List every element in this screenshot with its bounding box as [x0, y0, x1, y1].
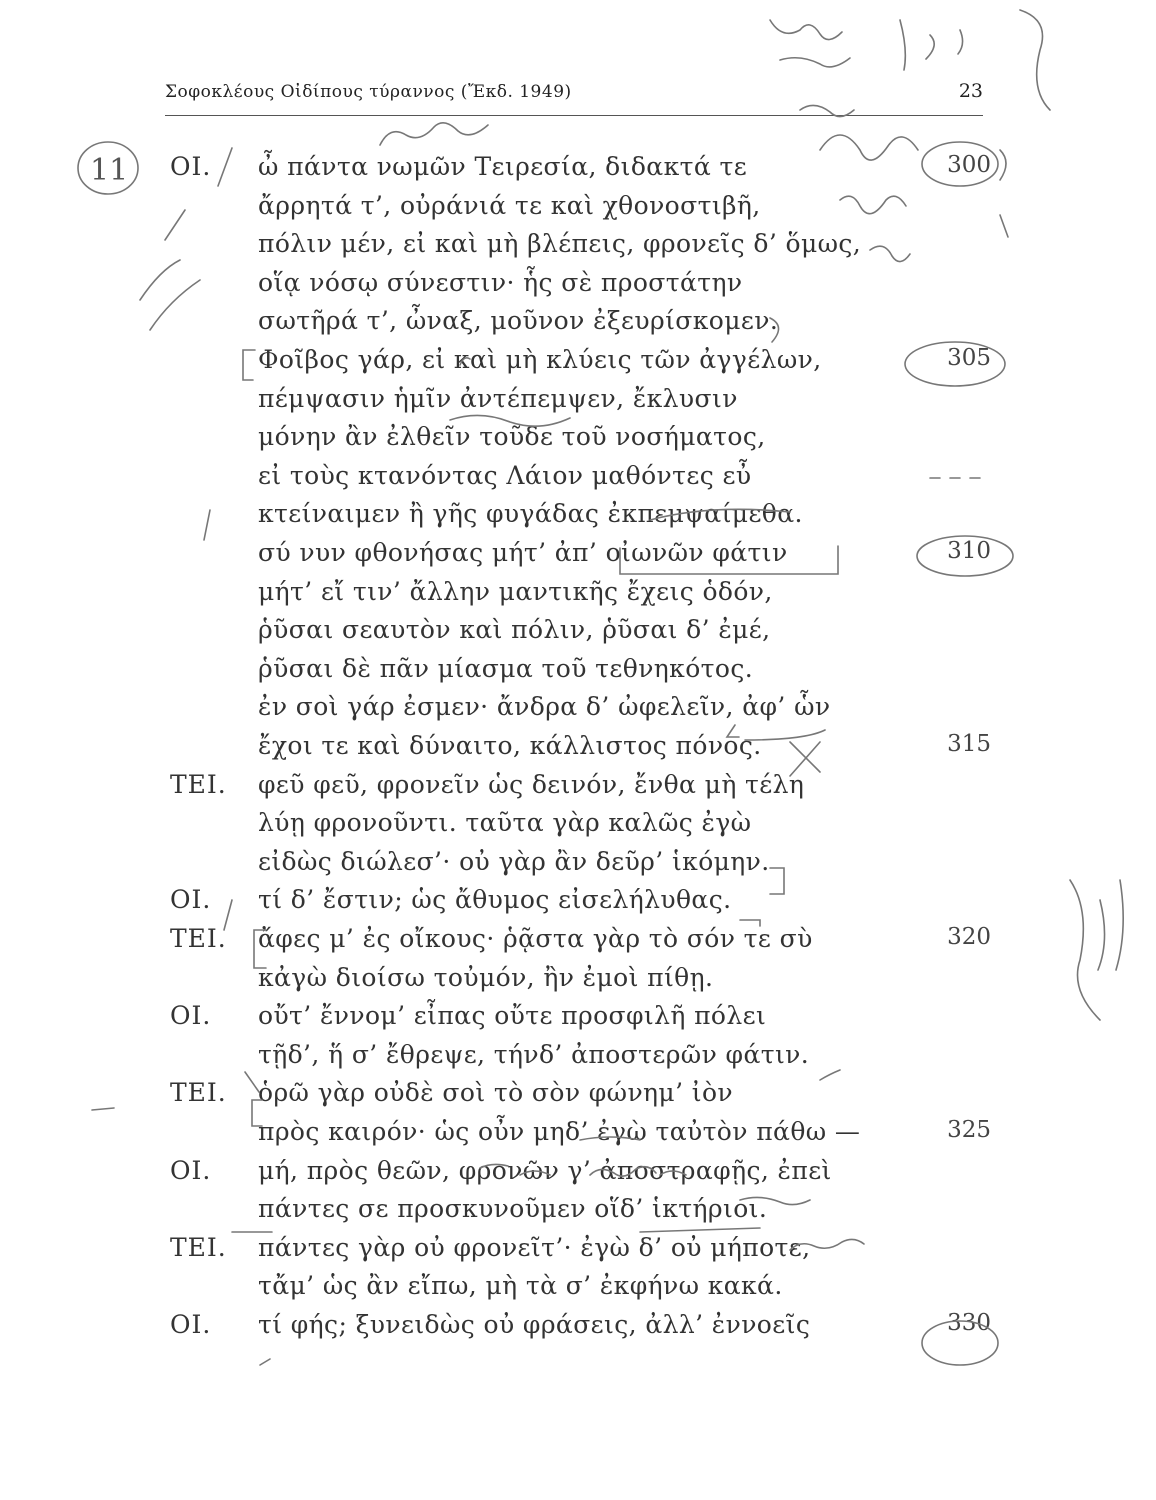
verse-text: ἐν σοὶ γάρ ἐσμεν· ἄνδρα δ’ ὠφελεῖν, ἀφ’ ὧν	[258, 692, 831, 722]
speaker-label: ΤΕΙ.	[170, 769, 227, 799]
line-number: 330	[947, 1310, 991, 1336]
line-number: 325	[947, 1117, 991, 1143]
verse-text: πέμψασιν ἡμῖν ἀντέπεμψεν, ἔκλυσιν	[258, 383, 738, 413]
line-number: 300	[947, 152, 991, 178]
line-number: 305	[947, 345, 991, 371]
line-number: 310	[947, 538, 991, 564]
verse-text: τῇδ’, ἥ σ’ ἔθρεψε, τήνδ’ ἀποστερῶν φάτιν.	[258, 1039, 810, 1069]
speaker-label: ΟΙ.	[170, 152, 212, 181]
speaker-label: ΟΙ.	[170, 1001, 212, 1031]
verse-text: φεῦ φεῦ, φρονεῖν ὡς δεινόν, ἔνθα μὴ τέλη	[258, 769, 805, 799]
verse-text: εἰδὼς διώλεσ’· οὐ γὰρ ἂν δεῦρ’ ἱκόμην.	[258, 846, 770, 876]
speaker-label: ΟΙ.	[170, 1310, 212, 1339]
verse-text: μόνην ἂν ἐλθεῖν τοῦδε τοῦ νοσήματος,	[258, 422, 766, 452]
verse-text: τί δ’ ἔστιν; ὡς ἄθυμος εἰσελήλυθας.	[258, 885, 732, 915]
verse-text: τἄμ’ ὡς ἂν εἴπω, μὴ τὰ σ’ ἐκφήνω κακά.	[258, 1271, 783, 1301]
verse-text: πρὸς καιρόν· ὡς οὖν μηδ’ ἐγὼ ταὐτὸν πάθω —	[258, 1117, 861, 1146]
verse-text: ὁρῶ γὰρ οὐδὲ σοὶ τὸ σὸν φώνημ’ ἰὸν	[258, 1078, 734, 1108]
verse-text: πάντες γὰρ οὐ φρονεῖτ’· ἐγὼ δ’ οὐ μήποτε,	[258, 1232, 811, 1262]
verse-text: ἔχοι τε καὶ δύναιτο, κάλλιστος πόνος.	[258, 731, 762, 760]
verse-text: πάντες σε προσκυνοῦμεν οἵδ’ ἱκτήριοι.	[258, 1194, 768, 1224]
verse-text: ὦ πάντα νωμῶν Τειρεσία, διδακτά τε	[258, 152, 748, 181]
verse-text: σωτῆρά τ’, ὦναξ, μοῦνον ἐξευρίσκομεν.	[258, 306, 779, 336]
speaker-label: ΤΕΙ.	[170, 1078, 227, 1108]
header-title: Σοφοκλέους Οἰδίπους τύραννος (Ἔκδ. 1949)	[165, 82, 572, 102]
verse-text: πόλιν μέν, εἰ καὶ μὴ βλέπεις, φρονεῖς δ’ ὅμως,	[258, 229, 862, 259]
verse-text: ῥῦσαι δὲ πᾶν μίασμα τοῦ τεθνηκότος.	[258, 653, 754, 683]
speaker-label: ΤΕΙ.	[170, 924, 227, 953]
speaker-label: ΟΙ.	[170, 1155, 212, 1185]
speaker-label: ΤΕΙ.	[170, 1232, 227, 1262]
verse-text: οἵᾳ νόσῳ σύνεστιν· ἧς σὲ προστάτην	[258, 267, 743, 297]
verse-text: μή, πρὸς θεῶν, φρονῶν γ’ ἀποστραφῇς, ἐπεὶ	[258, 1155, 832, 1185]
verse-text: σύ νυν φθονήσας μήτ’ ἀπ’ οἰωνῶν φάτιν	[258, 538, 788, 567]
verse-text: λύῃ φρονοῦντι. ταῦτα γὰρ καλῶς ἐγὼ	[258, 808, 752, 838]
margin-mark: 11	[90, 153, 129, 188]
verse-text: κἀγὼ διοίσω τοὐμόν, ἢν ἐμοὶ πίθῃ.	[258, 962, 714, 992]
verse-text: Φοῖβος γάρ, εἰ καὶ μὴ κλύεις τῶν ἀγγέλων,	[258, 345, 822, 374]
verse-text: ἄφες μ’ ἐς οἴκους· ῥᾷστα γὰρ τὸ σόν τε σὺ	[258, 924, 813, 953]
verse-text: μήτ’ εἴ τιν’ ἄλλην μαντικῆς ἔχεις ὁδόν,	[258, 576, 773, 606]
line-number: 315	[947, 731, 991, 757]
verse-text: ἄρρητά τ’, οὐράνιά τε καὶ χθονοστιβῆ,	[258, 190, 761, 220]
line-number: 320	[947, 924, 991, 950]
page-number: 23	[958, 80, 983, 102]
verse-text: ῥῦσαι σεαυτὸν καὶ πόλιν, ῥῦσαι δ’ ἐμέ,	[258, 615, 771, 645]
speaker-label: ΟΙ.	[170, 885, 212, 915]
verse-text: εἰ τοὺς κτανόντας Λάιον μαθόντες εὖ	[258, 460, 752, 490]
verse-text: κτείναιμεν ἢ γῆς φυγάδας ἐκπεμψαίμεθα.	[258, 499, 803, 529]
verse-text: οὔτ’ ἔννομ’ εἶπας οὔτε προσφιλῆ πόλει	[258, 1001, 767, 1031]
verse-text: τί φής; ξυνειδὼς οὐ φράσεις, ἀλλ’ ἐννοεῖς	[258, 1310, 811, 1339]
